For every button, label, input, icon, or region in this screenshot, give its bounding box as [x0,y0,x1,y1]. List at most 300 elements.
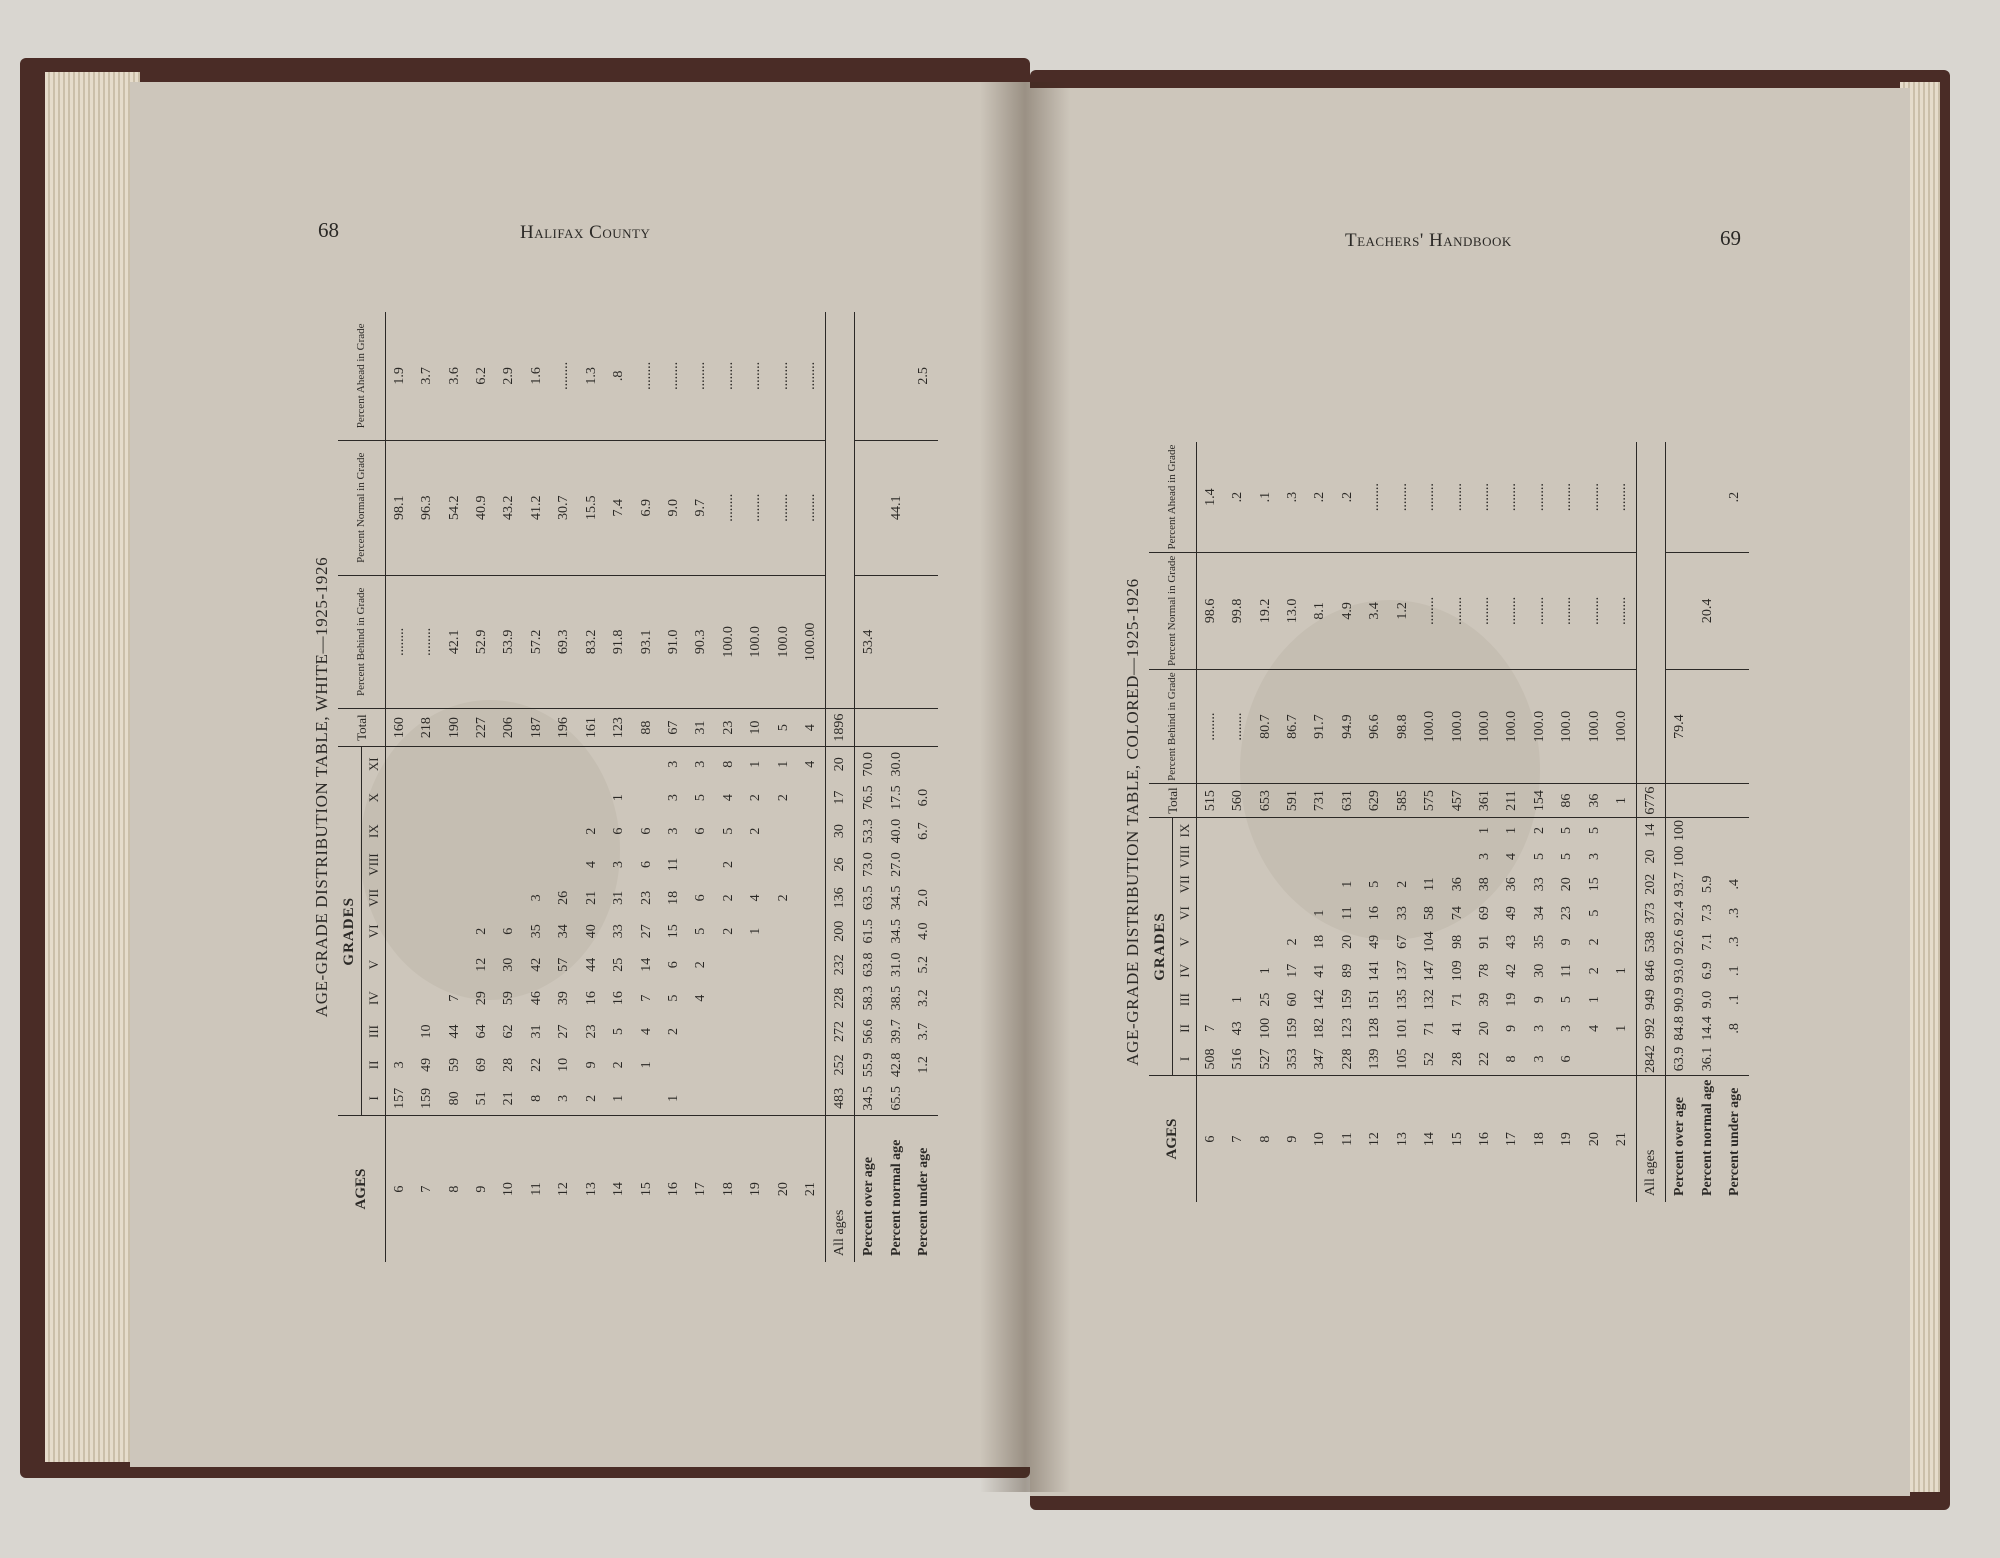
grade-cell: 16 [611,991,627,1006]
pct-cell: 9.0 [1699,990,1715,1009]
pct-over-age-label: Percent over age [1666,1076,1694,1202]
pct-over-age-row [1666,442,1694,1202]
pct-normal-cell: 98.6 [1196,553,1224,670]
pct-ahead-cell: 1.6 [523,312,550,440]
pct-behind-cell: 100.0 [770,575,797,708]
grade-cell: 2 [1586,938,1602,946]
grade-cell: 9 [1531,996,1547,1004]
grade-cell: 228 [1339,1048,1355,1070]
pct-ahead-cell: ........ [770,312,797,440]
grade-cell [1444,817,1471,843]
total-cell: 196 [551,708,578,747]
pct-behind-cell: 93.1 [633,575,660,708]
pct-ahead-cell: ........ [633,312,660,440]
grade-cell: 59 [501,991,517,1006]
pct-behind-cell: ........ [385,575,413,708]
grade-cell [441,881,468,914]
all-ages-cell: 949 [1637,985,1666,1014]
total-header: Total [1149,784,1196,817]
grade-cell [468,848,495,881]
grade-cell: 69 [1476,906,1492,921]
book-gutter [980,82,1070,1492]
grade-cell: 3 [611,860,627,868]
grade-cell: 23 [1559,906,1575,921]
left-table-rotated [312,312,942,1262]
total-cell: 218 [413,708,440,747]
ages-header: AGES [1149,1076,1196,1202]
total-cell: 575 [1416,784,1443,817]
pct-cell: 42.8 [888,1052,904,1078]
grade-cell [1608,927,1636,956]
grade-cell [468,881,495,914]
table-row [660,312,687,1262]
grade-cell: 6 [501,927,517,935]
all-ages-cell: 200 [826,915,855,948]
pct-cell: 58.3 [861,985,877,1011]
grade-cell: 8 [720,760,736,768]
pct-under-age-row [910,312,938,1262]
table-title-colored: AGE-GRADE DISTRIBUTION TABLE, COLORED—1925-1926 [1123,578,1142,1066]
grade-cell [770,981,797,1014]
pct-empty-cell [883,312,910,440]
grade-cell: 1 [1614,1024,1630,1032]
grade-cell [797,1082,825,1116]
pct-cell: 5.2 [916,955,932,974]
grade-cell: 1 [748,760,764,768]
grade-cell [413,747,440,781]
pct-cell: 17.5 [888,785,904,810]
grade-cell: 16 [1367,906,1383,921]
grade-cell: 5 [720,827,736,835]
grade-cell [715,1048,742,1081]
grade-cell: 132 [1422,989,1438,1011]
pct-normal-cell: ........ [1526,553,1553,670]
pct-normal-cell: ........ [1444,553,1471,670]
all-ages-cell: 228 [826,981,855,1014]
grade-cell [1252,927,1279,956]
grade-cell: 27 [556,1024,572,1039]
age-cell: 8 [1252,1076,1279,1202]
running-head-left: Halifax County [520,222,651,243]
pct-behind-cell: 91.0 [660,575,687,708]
total-cell: 88 [633,708,660,747]
pct-empty-cell [1666,553,1694,670]
all-ages-cell: 26 [826,848,855,881]
grade-cell: 2 [693,961,709,969]
right-table-rotated [1123,442,1753,1202]
grade-cell [742,1082,769,1116]
age-cell: 17 [688,1116,715,1262]
pct-ahead-header: Percent Ahead in Grade [1149,442,1196,553]
grade-cell [413,814,440,847]
grade-cell: 4 [1586,1024,1602,1032]
pct-ahead-cell: .8 [605,312,632,440]
grade-cell [633,1082,660,1116]
grade-cell: 64 [473,1024,489,1039]
all-ages-cell: 30 [826,814,855,847]
grade-cell: 105 [1394,1048,1410,1070]
total-header: Total [338,708,385,747]
grade-header: II [361,1048,385,1081]
grade-cell: 1 [611,1094,627,1102]
table-row [413,312,440,1262]
grade-cell [551,747,578,781]
grade-cell: 7 [446,994,462,1002]
grade-cell: 34 [1531,906,1547,921]
pct-behind-cell: ........ [1224,669,1251,784]
table-row [1279,442,1306,1202]
pct-cell: 100 [1672,820,1688,841]
pct-summary-cell: 53.4 [855,575,883,708]
grade-cell: 41 [1449,1021,1465,1036]
grade-cell: 3 [1531,1024,1547,1032]
grade-cell [605,747,632,781]
grade-cell [413,881,440,914]
pct-normal-cell: ........ [770,440,797,575]
grade-cell [1307,817,1334,843]
grade-cell [1196,870,1224,899]
grade-cell [441,814,468,847]
total-cell: 187 [523,708,550,747]
grade-cell: 7 [638,994,654,1002]
grade-cell: 78 [1476,963,1492,978]
pct-cell: 90.9 [1672,987,1688,1012]
age-cell: 18 [715,1116,742,1262]
grade-cell: 4 [1504,852,1520,860]
pct-behind-cell: 90.3 [688,575,715,708]
grade-cell [715,948,742,981]
grade-cell: 159 [1284,1017,1300,1039]
grade-cell [742,1015,769,1048]
grade-cell: 25 [1257,992,1273,1007]
grade-cell: 62 [501,1024,517,1039]
pct-ahead-cell: ........ [715,312,742,440]
pct-cell: .1 [1727,994,1743,1005]
grade-header: III [1172,985,1196,1014]
grade-cell: 36 [1449,877,1465,892]
grade-header: I [1172,1043,1196,1076]
pct-cell: .4 [1727,879,1743,890]
grade-cell: 43 [1230,1021,1246,1036]
pct-over-age-label: Percent over age [855,1116,883,1262]
grade-cell [385,848,413,881]
total-cell: 211 [1499,784,1526,817]
grade-cell [1334,817,1361,843]
grade-cell: 10 [419,1024,435,1039]
grade-cell: 34 [556,924,572,939]
grade-cell [523,848,550,881]
table-row [551,312,578,1262]
grade-cell: 2 [775,894,791,902]
pct-empty-cell [1721,553,1749,670]
grade-cell [715,1015,742,1048]
pct-over-age-row [855,312,883,1262]
grade-cell [1389,817,1416,843]
age-grade-table-colored [1149,442,1749,1202]
pct-cell: 61.5 [861,919,877,944]
grade-cell [1608,817,1636,843]
total-cell: 515 [1196,784,1224,817]
pct-behind-cell: 100.0 [742,575,769,708]
pct-summary-cell: 79.4 [1666,669,1694,784]
pct-cell [1721,843,1749,870]
all-ages-total: 1896 [826,708,855,747]
grade-cell: 1 [1614,967,1630,975]
grade-cell: 67 [1394,934,1410,949]
pct-empty-cell [883,575,910,708]
all-ages-cell: 252 [826,1048,855,1081]
grade-header: IV [1172,956,1196,985]
grade-cell: 104 [1422,931,1438,953]
pct-normal-cell: 43.2 [496,440,523,575]
pct-normal-cell: ........ [1471,553,1498,670]
pct-normal-age-label: Percent normal age [883,1116,910,1262]
grade-cell: 49 [1367,934,1383,949]
age-cell: 11 [1334,1076,1361,1202]
grade-cell [1252,899,1279,928]
pct-cell: 53.3 [861,818,877,844]
grade-cell: 3 [665,760,681,768]
grade-cell: 3 [391,1061,407,1069]
grade-cell [551,814,578,847]
pct-normal-cell: 8.1 [1307,553,1334,670]
grade-cell: 59 [446,1057,462,1072]
pct-normal-cell: ........ [1553,553,1580,670]
pct-cell: 7.1 [1699,933,1715,951]
age-cell: 17 [1499,1076,1526,1202]
grade-cell: 41 [1312,963,1328,978]
table-row [633,312,660,1262]
grade-cell: 15 [665,924,681,939]
grade-cell: 6 [638,860,654,868]
grade-cell [770,1082,797,1116]
grade-cell [496,747,523,781]
running-head-right: Teachers' Handbook [1345,230,1512,251]
pct-behind-cell: 91.8 [605,575,632,708]
grades-header: GRADES [338,747,361,1116]
age-cell: 13 [1389,1076,1416,1202]
pct-normal-cell: 99.8 [1224,553,1251,670]
pct-behind-cell: 100.0 [1581,669,1608,784]
pct-cell: 34.5 [861,1086,877,1111]
grade-header: II [1172,1014,1196,1043]
table-row [441,312,468,1262]
grade-cell: 3 [1559,1024,1575,1032]
grade-cell: 29 [473,991,489,1006]
pct-normal-cell: 30.7 [551,440,578,575]
grade-cell: 2 [1586,967,1602,975]
pct-behind-cell: 69.3 [551,575,578,708]
table-row [688,312,715,1262]
total-cell: 731 [1307,784,1334,817]
grade-cell [742,948,769,981]
pct-normal-cell: 4.9 [1334,553,1361,670]
grade-cell [1608,985,1636,1014]
table-row [1608,442,1636,1202]
grade-cell: 18 [665,890,681,905]
pct-cell: 34.5 [888,919,904,944]
grade-cell: 8 [1504,1055,1520,1063]
grade-cell [742,848,769,881]
pct-cell [910,747,938,781]
pct-cell [1721,1043,1749,1076]
pct-empty-cell [1721,669,1749,784]
page-number-left: 68 [318,218,339,242]
grade-cell: 44 [446,1024,462,1039]
pct-normal-cell: 9.0 [660,440,687,575]
grade-cell [385,781,413,814]
grade-cell: 4 [638,1028,654,1036]
grade-cell: 3 [556,1094,572,1102]
grade-cell [797,814,825,847]
pct-ahead-cell: ........ [1608,442,1636,553]
grade-header: IX [1172,817,1196,843]
total-cell: 457 [1444,784,1471,817]
grade-cell: 5 [693,794,709,802]
pct-cell: 4.0 [916,922,932,941]
grade-cell: 2 [720,894,736,902]
total-cell: 653 [1252,784,1279,817]
grade-cell: 3 [693,760,709,768]
pct-normal-cell: 6.9 [633,440,660,575]
grade-cell [1196,927,1224,956]
pct-normal-cell: ........ [715,440,742,575]
total-cell: 36 [1581,784,1608,817]
all-ages-row [1637,442,1666,1202]
pct-normal-cell: 96.3 [413,440,440,575]
age-cell: 18 [1526,1076,1553,1202]
pct-ahead-cell: ........ [1499,442,1526,553]
grade-cell: 101 [1394,1017,1410,1039]
grade-cell: 6 [693,894,709,902]
grade-cell: 2 [1531,827,1547,834]
total-cell: 160 [385,708,413,747]
total-cell: 5 [770,708,797,747]
age-cell: 13 [578,1116,605,1262]
grade-cell: 27 [638,924,654,939]
pct-cell: 6.9 [1699,961,1715,980]
grade-cell: 347 [1312,1048,1328,1070]
grade-cell: 5 [611,1028,627,1036]
pct-under-age-label: Percent under age [1721,1076,1749,1202]
pct-empty-cell [910,575,938,708]
grade-cell [770,814,797,847]
table-row [1526,442,1553,1202]
pct-total-blank [855,708,883,747]
pct-under-age-label: Percent under age [910,1116,938,1262]
grade-cell [1362,843,1389,870]
grade-cell: 142 [1312,989,1328,1011]
total-cell: 585 [1389,784,1416,817]
grade-cell: 1 [1339,880,1355,888]
grade-cell [1334,843,1361,870]
grade-cell: 98 [1449,934,1465,949]
grade-cell: 11 [1422,877,1438,891]
grade-header: VI [361,915,385,948]
table-row [1471,442,1498,1202]
pct-summary-cell: 2.5 [910,312,938,440]
pct-cell: 6.7 [916,822,932,840]
pct-normal-header: Percent Normal in Grade [1149,553,1196,670]
pct-cell: 14.4 [1699,1016,1715,1041]
pct-cell: 56.6 [861,1019,877,1044]
grade-cell [688,1048,715,1081]
grade-cell [1196,817,1224,843]
pct-behind-cell: 100.0 [1416,669,1443,784]
grade-cell: 31 [528,1024,544,1039]
grade-cell [413,915,440,948]
pct-cell: 93.7 [1672,872,1688,897]
pct-behind-cell: 52.9 [468,575,495,708]
pct-cell: 3.7 [916,1022,932,1041]
grade-cell: 5 [1531,852,1547,860]
grade-cell [1196,843,1224,870]
grade-cell: 516 [1230,1048,1246,1070]
grade-cell: 49 [419,1057,435,1072]
grade-cell [523,781,550,814]
grade-cell [1224,899,1251,928]
total-cell: 86 [1553,784,1580,817]
pct-cell: 63.5 [861,885,877,911]
grade-cell: 52 [1422,1051,1438,1066]
pct-ahead-cell: ........ [742,312,769,440]
all-ages-cell: 373 [1637,899,1666,928]
grade-cell [797,848,825,881]
grade-cell [1416,843,1443,870]
all-ages-cell: 17 [826,781,855,814]
pct-cell: 92.6 [1672,929,1688,955]
grade-cell: 527 [1257,1048,1273,1070]
grade-cell [1196,956,1224,985]
pct-ahead-cell: ........ [1553,442,1580,553]
grade-cell: 11 [1339,906,1355,920]
grade-cell [797,948,825,981]
age-cell: 16 [660,1116,687,1262]
pct-cell: .8 [1727,1023,1743,1034]
grade-cell: 23 [583,1024,599,1039]
all-ages-cell: 846 [1637,956,1666,985]
grade-cell: 5 [665,994,681,1002]
pct-behind-cell: 80.7 [1252,669,1279,784]
pct-behind-cell: 96.6 [1362,669,1389,784]
grade-cell: 2 [720,927,736,935]
grade-cell: 128 [1367,1017,1383,1039]
grade-cell [385,814,413,847]
age-cell: 8 [441,1116,468,1262]
pct-behind-cell: 100.0 [1608,669,1636,784]
grade-cell: 1 [1312,909,1328,917]
grade-cell: 33 [1531,877,1547,892]
grade-cell [1252,817,1279,843]
grade-cell: 3 [1476,852,1492,860]
pct-behind-cell: 100.0 [1553,669,1580,784]
grades-header: GRADES [1149,817,1172,1075]
table-row [1307,442,1334,1202]
table-row [1334,442,1361,1202]
pct-cell: 39.7 [888,1019,904,1044]
grade-cell: 508 [1202,1048,1218,1070]
pct-normal-cell: 15.5 [578,440,605,575]
pct-normal-cell: 13.0 [1279,553,1306,670]
grade-cell: 25 [611,957,627,972]
grade-cell: 42 [1504,963,1520,978]
total-cell: 190 [441,708,468,747]
grade-header: IV [361,981,385,1014]
all-ages-cell: 20 [1637,843,1666,870]
table-row [1362,442,1389,1202]
pct-empty-cell [855,440,883,575]
grade-header: V [1172,927,1196,956]
